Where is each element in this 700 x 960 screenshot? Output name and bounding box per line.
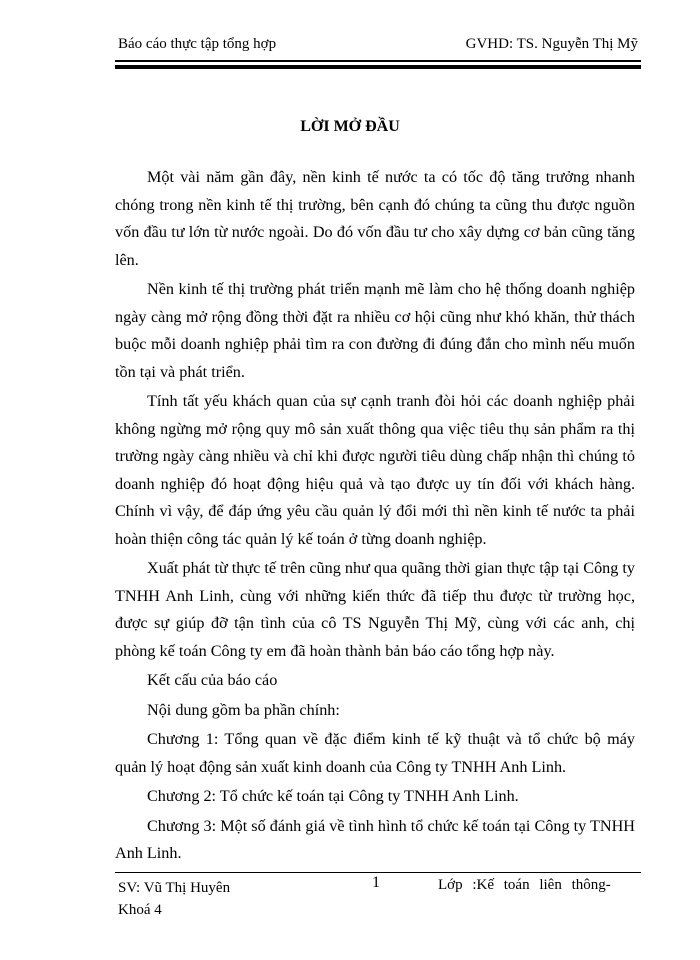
- paragraph-3: Tính tất yếu khách quan của sự cạnh tranh đòi hỏi các doanh nghiệp phải không ngừng mở rộng quy mô sản xuất thông qua việc tiêu thụ sản phẩm ra thị trường ngày càng nhiều và chỉ khi được người tiêu dùng chấp nhận thì chúng tỏ doanh nghiệp đó hoạt động hiệu quả và tạo được uy tín đối với khách hàng. Chính vì vậy, để đáp ứng yêu cầu quản lý đổi mới thì nền kinh tế nước ta phải hoàn thiện công tác quản lý kế toán ở từng doanh nghiệp.: [115, 392, 635, 548]
- paragraph-2: Nền kinh tế thị trường phát triển mạnh mẽ làm cho hệ thống doanh nghiệp ngày càng mở rộng đồng thời đặt ra nhiều cơ hội cũng như khó khăn, thử thách buộc mỗi doanh nghiệp phải tìm ra con đường đi đúng đắn cho mình nếu muốn tồn tại và phát triển.: [115, 280, 635, 381]
- header-rule-thin: [115, 60, 641, 62]
- structure-heading: Kết cấu của báo cáo: [147, 671, 278, 689]
- footer-cohort: Khoá 4: [118, 902, 162, 918]
- header-supervisor: GVHD: TS. Nguyễn Thị Mỹ: [465, 36, 638, 52]
- footer-student-info: [118, 877, 230, 921]
- footer-student: SV: Vũ Thị Huyên: [118, 880, 231, 896]
- header-rule-thick: [115, 65, 641, 69]
- chapter-3: Chương 3: Một số đánh giá về tình hình tổ chức kế toán tại Công ty TNHH Anh Linh.: [115, 816, 635, 862]
- footer-class: Lớp :Kế toán liên thông-: [438, 877, 611, 893]
- paragraph-1: Một vài năm gần đây, nền kinh tế nước ta có tốc độ tăng trưởng nhanh chóng trong nền kinh tế thị trường, bên cạnh đó chúng ta cũng thu được nguồn vốn đầu tư lớn từ nước ngoài. Do đó vốn đầu tư cho xây dựng cơ bản cũng tăng lên.: [115, 168, 635, 269]
- header-report-title: Báo cáo thực tập tổng hợp: [118, 36, 277, 52]
- chapter-2: Chương 2: Tổ chức kế toán tại Công ty TNHH Anh Linh.: [147, 787, 519, 805]
- page-header: [118, 36, 638, 53]
- page-title: LỜI MỞ ĐẦU: [300, 118, 400, 135]
- content-intro: Nội dung gồm ba phần chính:: [147, 700, 340, 719]
- footer-rule: [115, 872, 641, 873]
- paragraph-4: Xuất phát từ thực tế trên cũng như qua quãng thời gian thực tập tại Công ty TNHH Anh Linh, cùng với những kiến thức đã tiếp thu được từ trường học, được sự giúp đỡ tận tình của cô TS Nguyễn Thị Mỹ, cùng với các anh, chị phòng kế toán Công ty em đã hoàn thành bản báo cáo tổng hợp này.: [115, 559, 635, 660]
- chapter-1: Chương 1: Tổng quan về đặc điểm kinh tế kỹ thuật và tổ chức bộ máy quản lý hoạt động sản xuất kinh doanh của Công ty TNHH Anh Linh.: [115, 730, 635, 776]
- page-number: 1: [372, 874, 380, 891]
- document-body: [115, 164, 635, 870]
